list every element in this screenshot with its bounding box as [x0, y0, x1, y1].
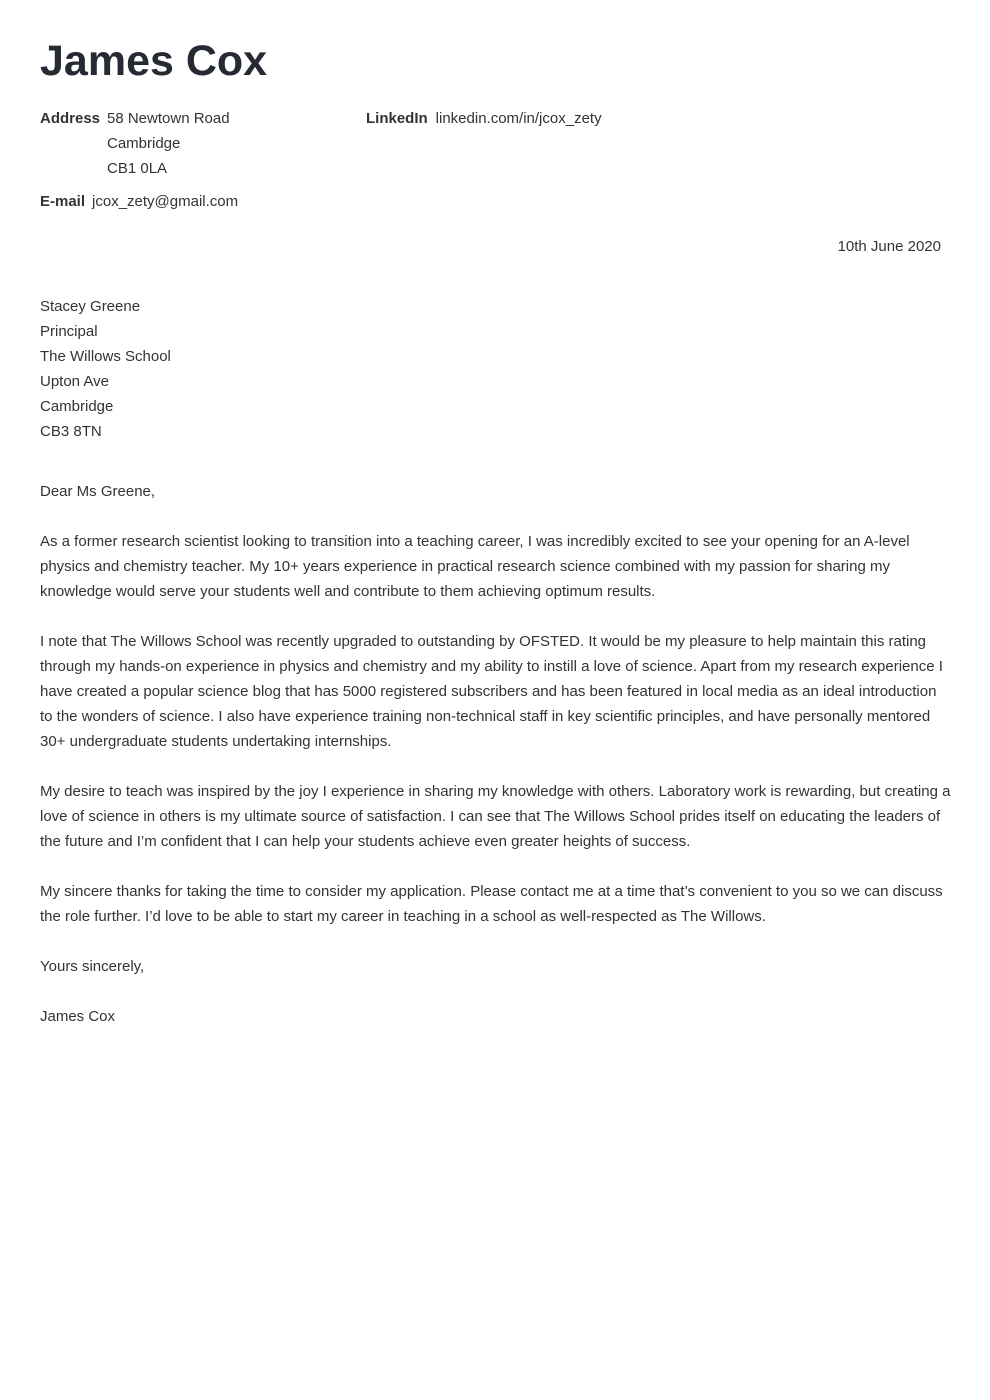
- email-block: [40, 189, 238, 214]
- recipient-block: [40, 294, 171, 444]
- address-line: CB1 0LA: [107, 160, 168, 177]
- recipient-city: Cambridge: [40, 398, 114, 415]
- applicant-name: James Cox: [40, 37, 268, 85]
- recipient-organization: The Willows School: [40, 348, 171, 365]
- address-line: Cambridge: [107, 135, 181, 152]
- address-line: 58 Newtown Road: [107, 110, 230, 127]
- address-lines: [107, 106, 230, 181]
- email-label: E-mail: [40, 193, 86, 210]
- signature: James Cox: [40, 1008, 116, 1025]
- address-label: Address: [40, 110, 101, 127]
- address-block: [40, 106, 230, 181]
- closing: Yours sincerely,: [40, 958, 145, 975]
- recipient-postcode: CB3 8TN: [40, 423, 102, 440]
- body-paragraph: I note that The Willows School was recently upgraded to outstanding by OFSTED. It would be my pleasure to help maintain this rating through my hands-on experience in physics and chemistry and my ability to instill a love of science. Apart from my research experience I have created a popular science blog that has 5000 registered subscribers and has been featured in local media as an ideal introduction to the wonders of science. I also have experience training non-technical staff in key scientific principles, and have personally mentored 30+ undergraduate students undertaking internships.: [40, 633, 943, 750]
- recipient-title: Principal: [40, 323, 98, 340]
- recipient-name: Stacey Greene: [40, 298, 141, 315]
- email-link[interactable]: jcox_zety@gmail.com: [92, 193, 239, 210]
- body-paragraph: As a former research scientist looking to transition into a teaching career, I was incredibly excited to see your opening for an A-level physics and chemistry teacher. My 10+ years experience in practical research science combined with my passion for sharing my knowledge would serve your students well and contribute to them achieving optimum results.: [40, 533, 910, 600]
- salutation: Dear Ms Greene,: [40, 483, 156, 500]
- letter-date: 10th June 2020: [837, 238, 941, 255]
- body-paragraph: My sincere thanks for taking the time to consider my application. Please contact me at a time that’s convenient to you so we can discuss the role further. I’d love to be able to start my career in teaching in a school as well-respected as The Willows.: [40, 883, 943, 925]
- recipient-street: Upton Ave: [40, 373, 109, 390]
- linkedin-block: [366, 106, 602, 131]
- letter-body: [40, 479, 952, 1054]
- linkedin-link[interactable]: linkedin.com/in/jcox_zety: [435, 110, 602, 127]
- linkedin-label: LinkedIn: [366, 110, 428, 127]
- body-paragraph: My desire to teach was inspired by the joy I experience in sharing my knowledge with others. Laboratory work is rewarding, but creating a love of science in others is my ultimate source of satisfaction. I can see that The Willows School prides itself on educating the leaders of the future and I’m confident that I can help your students achieve even greater heights of success.: [40, 783, 951, 850]
